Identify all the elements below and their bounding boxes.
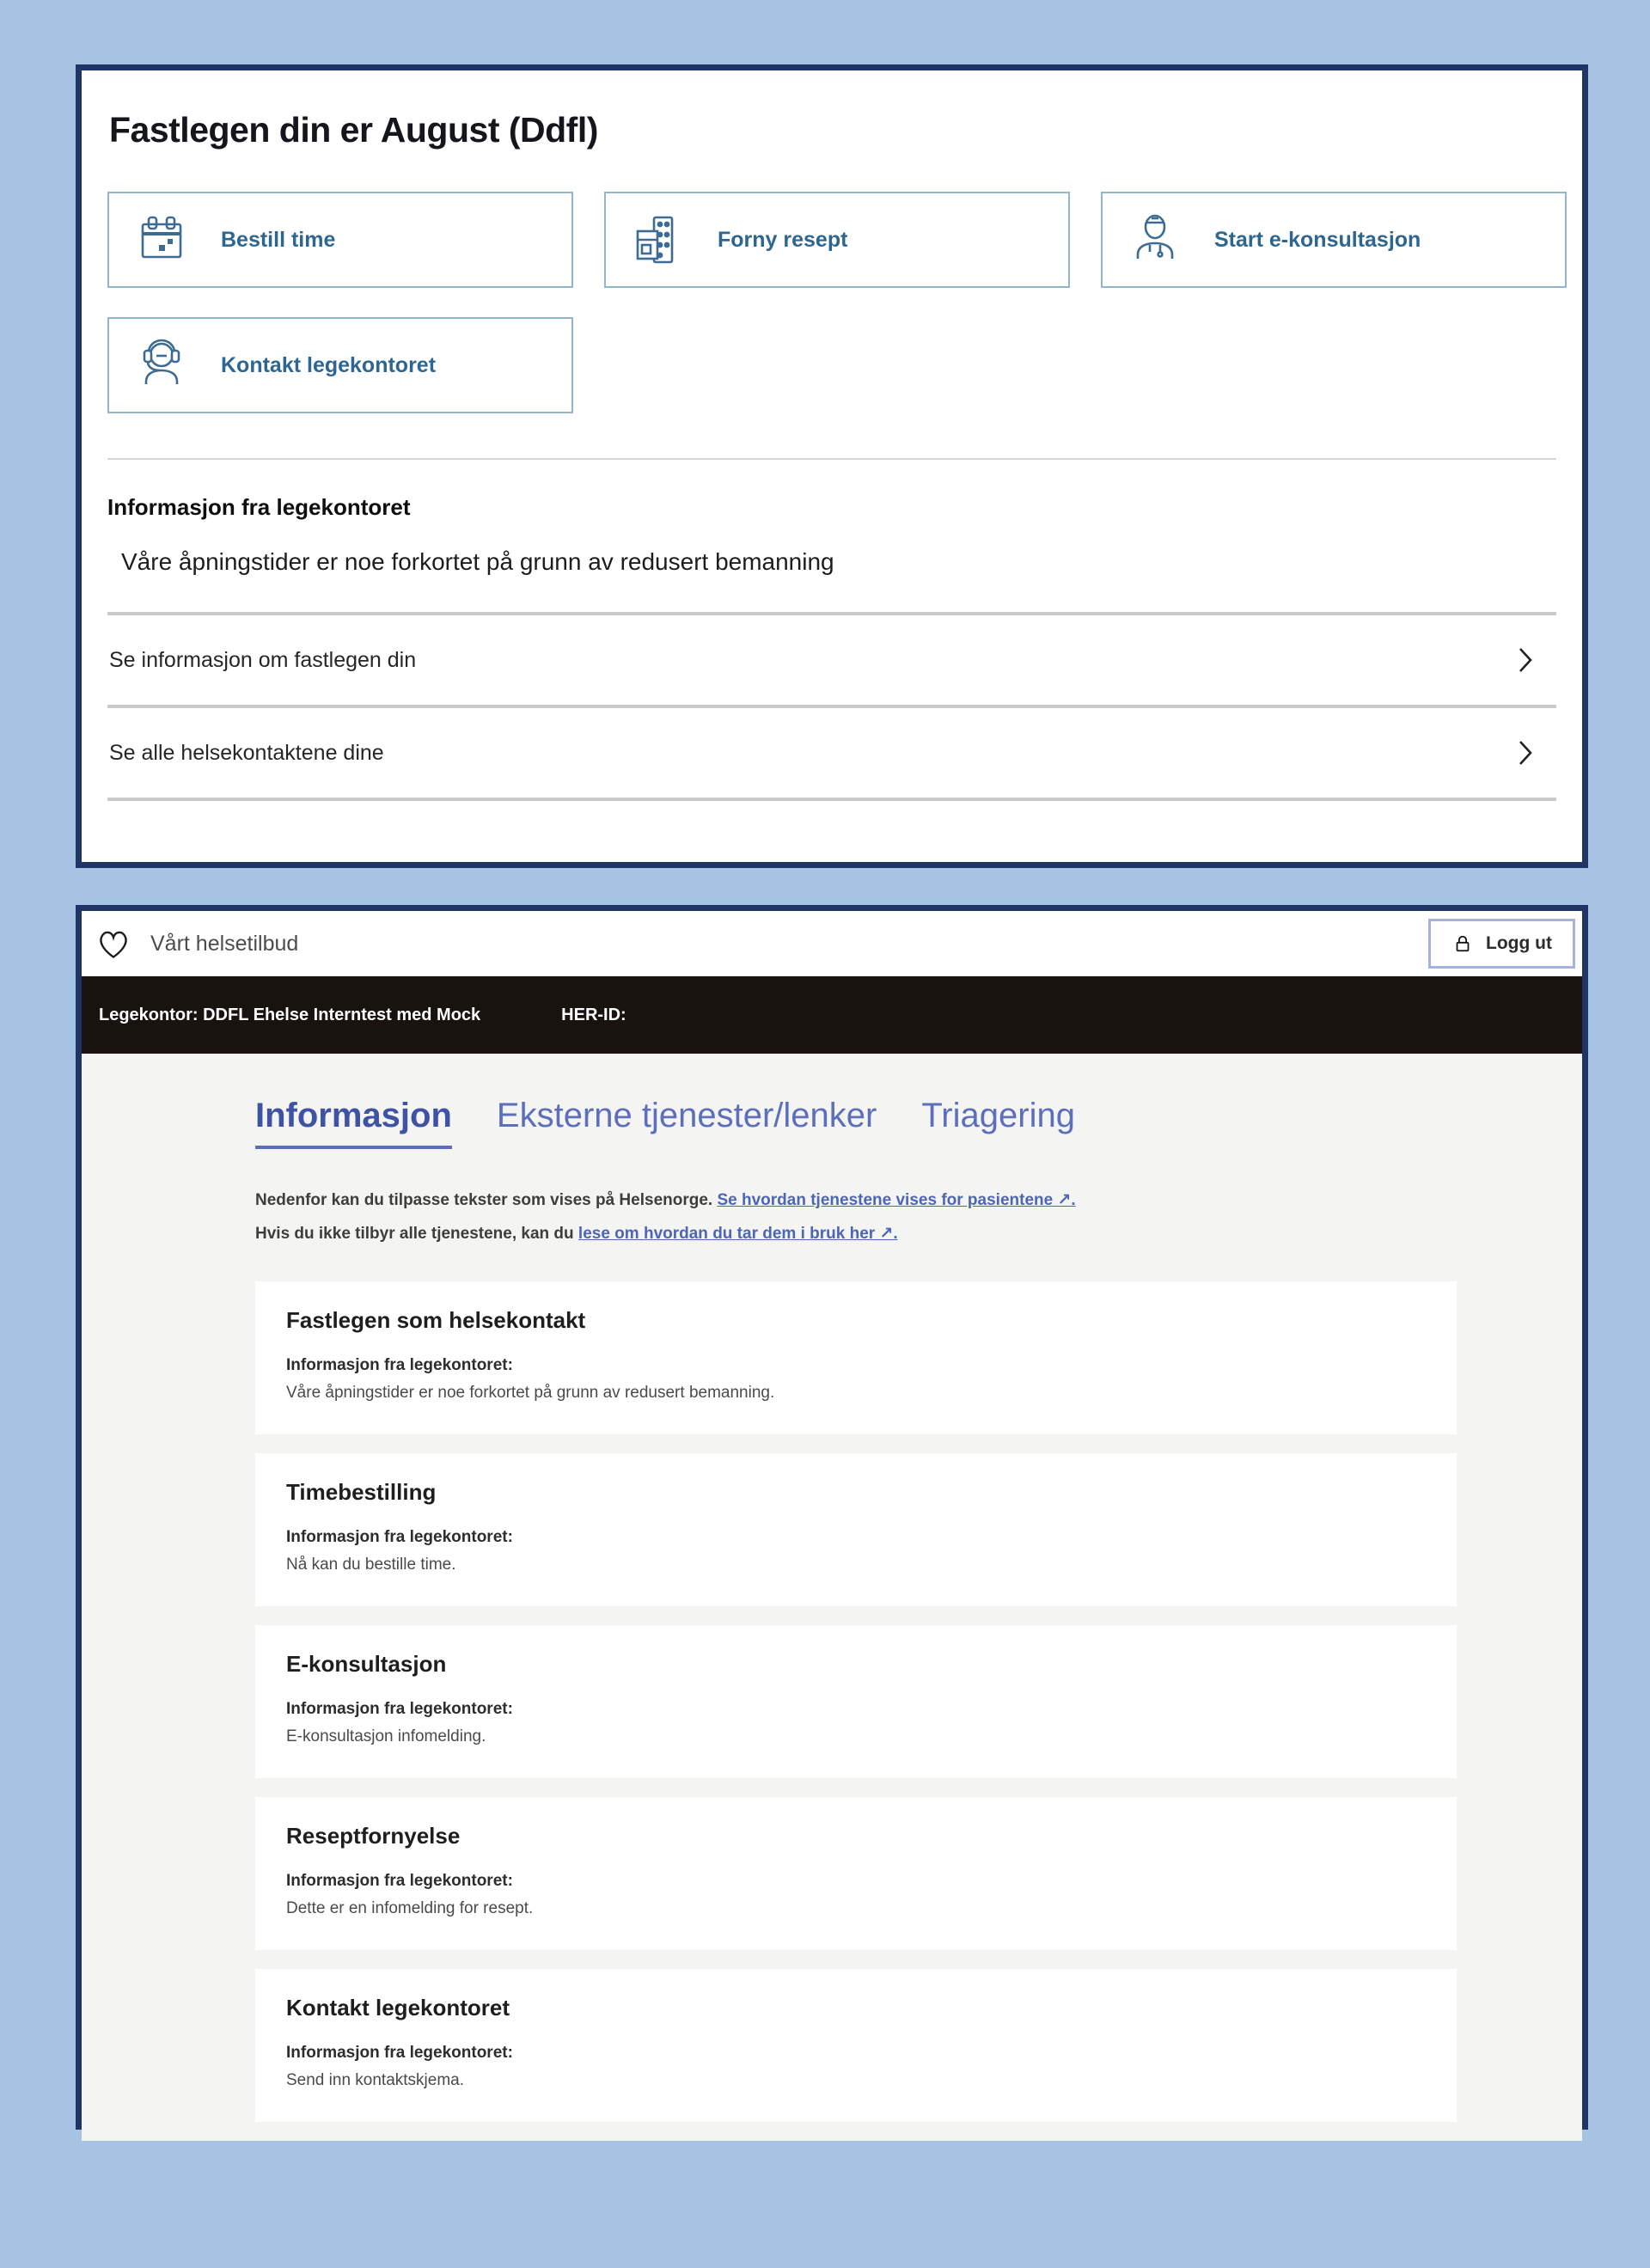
- logout-button[interactable]: [1428, 919, 1575, 969]
- header-title: Vårt helsetilbud: [150, 931, 299, 956]
- card-reseptfornyelse: [255, 1797, 1457, 1950]
- tab-informasjon[interactable]: Informasjon: [255, 1097, 452, 1149]
- logout-label: Logg ut: [1486, 933, 1552, 953]
- card-message: Våre åpningstider er noe forkortet på grunn av redusert bemanning.: [286, 1384, 775, 1402]
- calendar-icon: [131, 206, 192, 273]
- fastlege-panel: [76, 64, 1588, 868]
- link-row-label: Se informasjon om fastlegen din: [109, 647, 417, 672]
- action-label: Kontakt legekontoret: [221, 352, 437, 377]
- action-label: Bestill time: [221, 227, 336, 252]
- page-title: Fastlegen din er August (Ddfl): [109, 110, 598, 150]
- fastlege-info-link-row[interactable]: [107, 615, 1556, 705]
- service-card-list: [255, 1281, 1457, 2122]
- card-message: Dette er en infomelding for resept.: [286, 1899, 534, 1917]
- chevron-right-icon: [1518, 738, 1534, 767]
- tab-eksterne-tjenester[interactable]: Eksterne tjenester/lenker: [496, 1097, 877, 1134]
- lock-icon: [1451, 932, 1474, 955]
- card-message: Nå kan du bestille time.: [286, 1556, 456, 1574]
- card-e-konsultasjon: [255, 1625, 1457, 1778]
- tab-triagering[interactable]: Triagering: [921, 1097, 1075, 1134]
- link-row-label: Se alle helsekontaktene dine: [109, 740, 384, 765]
- intro-line-1: [255, 1183, 1582, 1217]
- helsekontakter-link-row[interactable]: [107, 708, 1556, 798]
- row-divider: [107, 798, 1556, 801]
- chevron-right-icon: [1518, 645, 1534, 675]
- intro-line-2-text: Hvis du ikke tilbyr alle tjenestene, kan du: [255, 1225, 574, 1243]
- admin-panel: [76, 905, 1588, 2130]
- her-id-label: HER-ID:: [561, 1005, 626, 1024]
- card-info-label: Informasjon fra legekontoret:: [286, 1872, 513, 1890]
- card-title: Fastlegen som helsekontakt: [286, 1307, 586, 1333]
- card-info-label: Informasjon fra legekontoret:: [286, 1528, 513, 1546]
- intro-line-1-link[interactable]: Se hvordan tjenestene vises for pasientene ↗.: [717, 1191, 1076, 1209]
- tab-bar: [255, 1097, 1582, 1149]
- card-title: Kontakt legekontoret: [286, 1995, 510, 2020]
- heart-icon: [94, 924, 133, 963]
- forny-resept-button[interactable]: [604, 192, 1070, 288]
- admin-content: [82, 1054, 1582, 2141]
- card-title: Reseptfornyelse: [286, 1823, 461, 1849]
- intro-line-2-link[interactable]: lese om hvordan du tar dem i bruk her ↗.: [578, 1225, 898, 1243]
- admin-header: [82, 911, 1582, 976]
- headset-person-icon: [131, 332, 192, 399]
- doctor-icon: [1125, 206, 1185, 273]
- card-info-label: Informasjon fra legekontoret:: [286, 1356, 513, 1374]
- kontakt-legekontoret-button[interactable]: [107, 317, 573, 413]
- card-title: E-konsultasjon: [286, 1651, 447, 1677]
- action-button-group: [107, 192, 1556, 413]
- intro-line-1-text: Nedenfor kan du tilpasse tekster som vises på Helsenorge.: [255, 1191, 713, 1209]
- intro-text: [255, 1183, 1582, 1250]
- start-e-konsultasjon-button[interactable]: [1101, 192, 1567, 288]
- card-message: Send inn kontaktskjema.: [286, 2071, 465, 2089]
- action-label: Forny resept: [718, 227, 848, 252]
- intro-line-2: [255, 1217, 1582, 1250]
- section-divider: [107, 458, 1556, 460]
- card-info-label: Informasjon fra legekontoret:: [286, 2044, 513, 2062]
- card-title: Timebestilling: [286, 1479, 437, 1505]
- info-heading: Informasjon fra legekontoret: [107, 494, 411, 520]
- card-message: E-konsultasjon infomelding.: [286, 1727, 486, 1745]
- action-label: Start e-konsultasjon: [1214, 227, 1421, 252]
- office-bar: [82, 976, 1582, 1054]
- info-message: Våre åpningstider er noe forkortet på grunn av redusert bemanning: [121, 548, 834, 575]
- card-info-label: Informasjon fra legekontoret:: [286, 1700, 513, 1718]
- prescription-icon: [628, 206, 688, 273]
- card-timebestilling: [255, 1453, 1457, 1606]
- card-fastlegen-som-helsekontakt: [255, 1281, 1457, 1434]
- card-kontakt-legekontoret: [255, 1969, 1457, 2122]
- office-name: Legekontor: DDFL Ehelse Interntest med Mock: [99, 1005, 481, 1024]
- bestill-time-button[interactable]: [107, 192, 573, 288]
